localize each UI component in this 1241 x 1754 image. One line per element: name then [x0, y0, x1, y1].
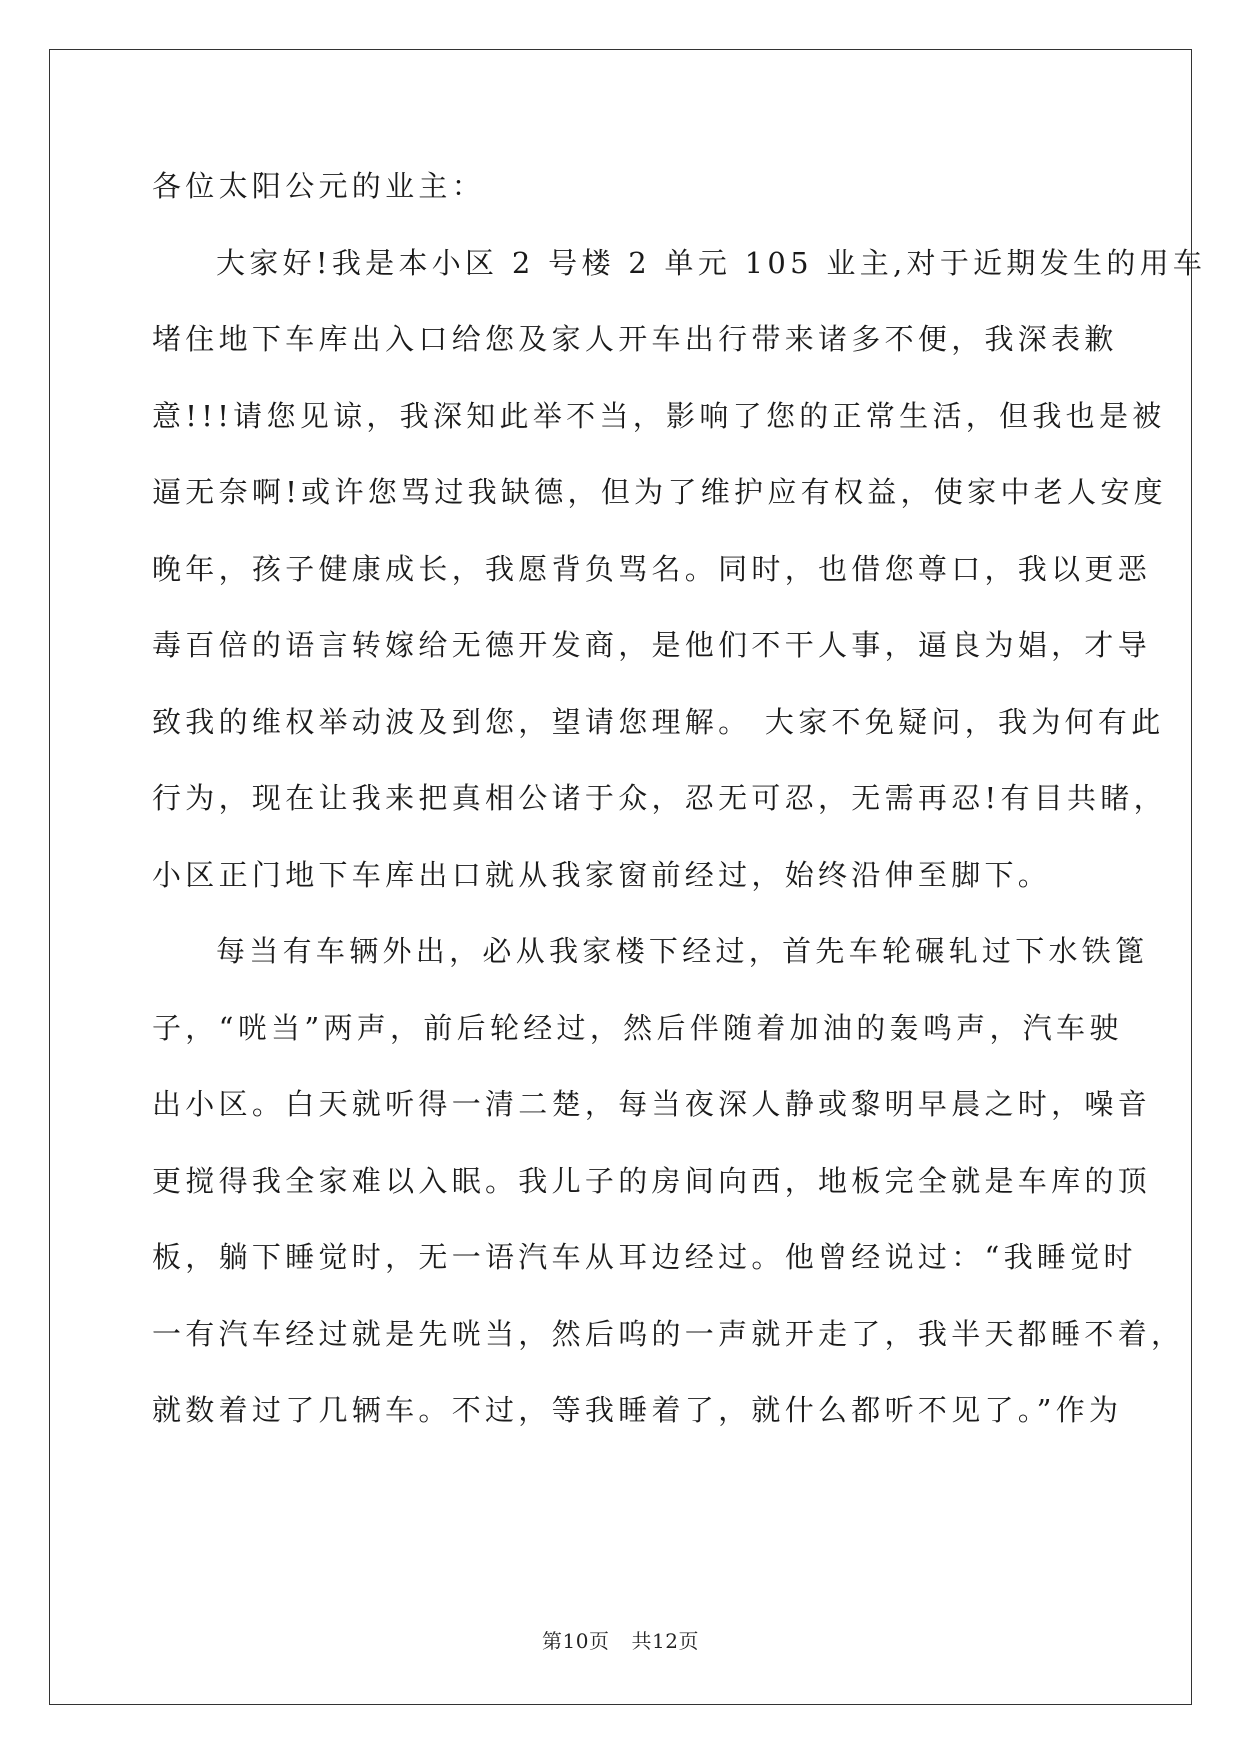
page-number-total: 共12页 [631, 1629, 699, 1653]
body-line: 就数着过了几辆车。不过，等我睡着了，就什么都听不见了。”作为 [152, 1393, 1123, 1427]
body-line: 致我的维权举动波及到您，望请您理解。 大家不免疑问，我为何有此 [152, 704, 1165, 739]
body-line: 堵住地下车库出入口给您及家人开车出行带来诸多不便，我深表歉 [152, 322, 1118, 356]
page-number-current: 第10页 [542, 1629, 610, 1653]
body-line: 逼无奈啊!或许您骂过我缺德，但为了维护应有权益，使家中老人安度 [152, 475, 1167, 509]
body-line: 毒百倍的语言转嫁给无德开发商，是他们不干人事，逼良为娼，才导 [152, 628, 1152, 662]
page-footer [0, 1628, 1241, 1654]
body-line: 一有汽车经过就是先咣当，然后呜的一声就开走了，我半天都睡不着， [152, 1316, 1185, 1351]
body-line: 每当有车辆外出，必从我家楼下经过，首先车轮碾轧过下水铁篦 [216, 934, 1149, 968]
body-line: 子，“咣当”两声，前后轮经过，然后伴随着加油的轰鸣声，汽车驶 [152, 1010, 1123, 1045]
letter-body [152, 166, 1207, 1467]
body-line: 大家好!我是本小区 2 号楼 2 单元 105 业主,对于近期发生的用车 [216, 245, 1207, 280]
body-line: 板，躺下睡觉时，无一语汽车从耳边经过。他曾经说过：“我睡觉时 [152, 1240, 1137, 1274]
salutation-line: 各位太阳公元的业主： [152, 169, 486, 203]
body-line: 行为，现在让我来把真相公诸于众，忍无可忍，无需再忍!有目共睹， [152, 781, 1167, 815]
body-line: 出小区。白天就听得一清二楚，每当夜深人静或黎明早晨之时，噪音 [152, 1087, 1152, 1121]
body-line: 晚年，孩子健康成长，我愿背负骂名。同时，也借您尊口，我以更恶 [152, 551, 1152, 586]
body-line: 意!!!请您见谅，我深知此举不当，影响了您的正常生活，但我也是被 [152, 398, 1166, 433]
body-line: 小区正门地下车库出口就从我家窗前经过，始终沿伸至脚下。 [152, 857, 1052, 892]
body-line: 更搅得我全家难以入眠。我儿子的房间向西，地板完全就是车库的顶 [152, 1163, 1152, 1198]
